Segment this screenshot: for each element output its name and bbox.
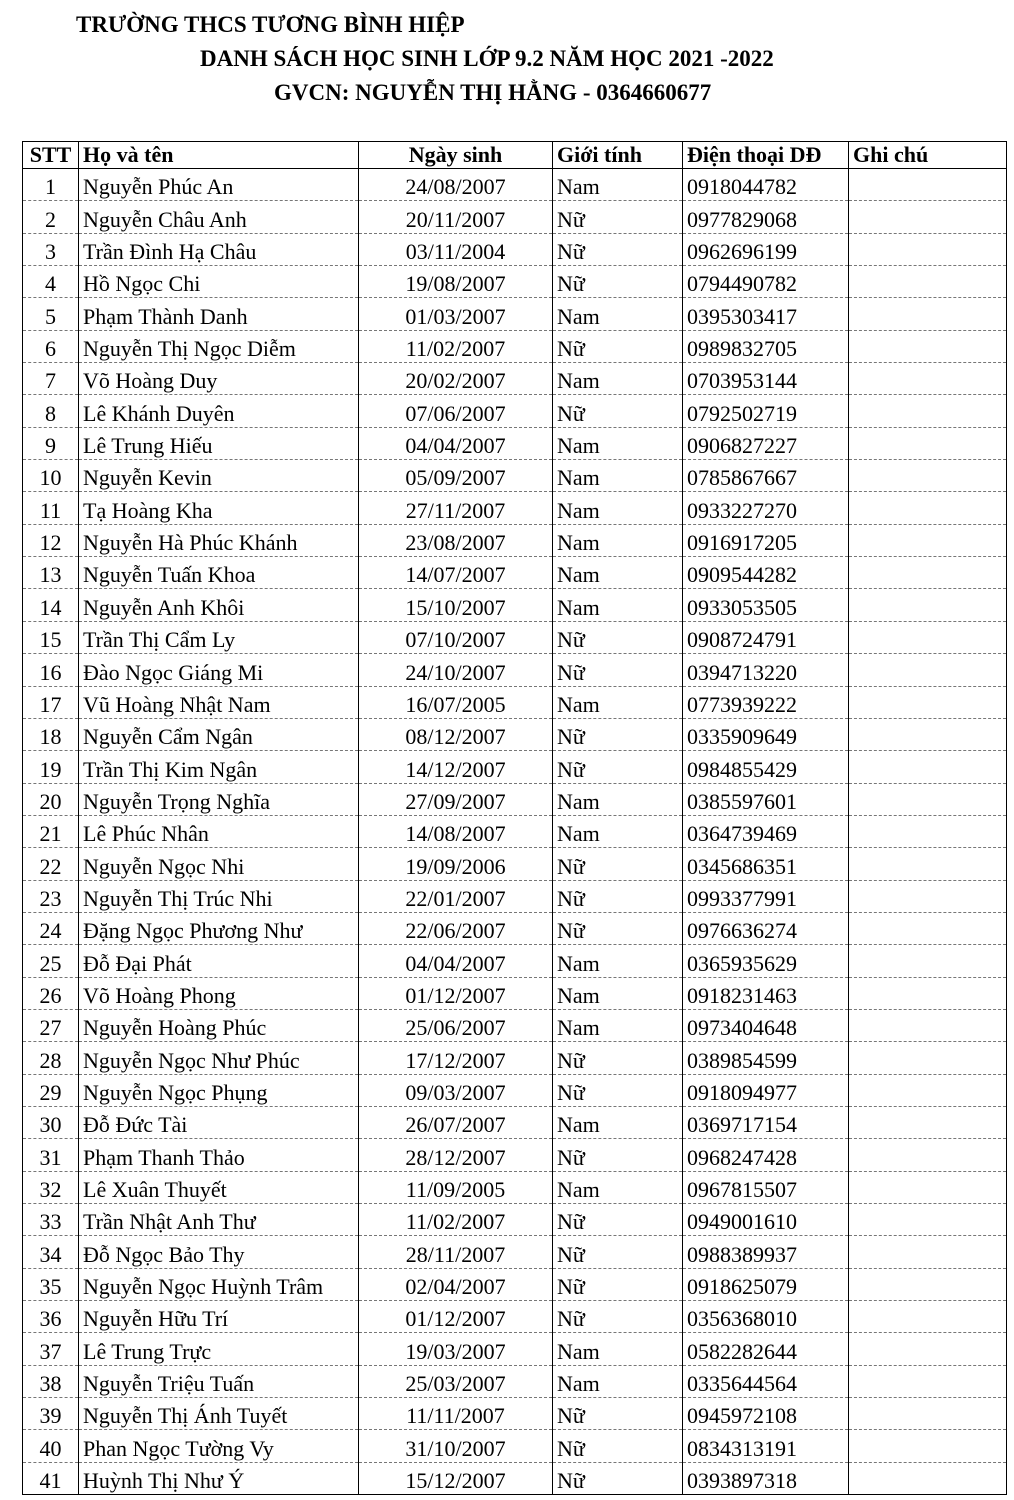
cell-note	[849, 557, 1007, 589]
cell-gender: Nam	[553, 783, 683, 815]
cell-gender: Nam	[553, 492, 683, 524]
table-row	[23, 1236, 1007, 1268]
table-row	[23, 1462, 1007, 1494]
cell-phone: 0977829068	[683, 201, 849, 233]
cell-dob: 03/11/2004	[359, 233, 553, 265]
cell-dob: 19/09/2006	[359, 848, 553, 880]
cell-gender: Nam	[553, 298, 683, 330]
cell-stt: 26	[23, 977, 79, 1009]
cell-name: Đỗ Đại Phát	[79, 945, 359, 977]
cell-note	[849, 977, 1007, 1009]
cell-note	[849, 201, 1007, 233]
table-row	[23, 1009, 1007, 1041]
cell-dob: 28/12/2007	[359, 1139, 553, 1171]
cell-stt: 9	[23, 427, 79, 459]
cell-dob: 19/08/2007	[359, 266, 553, 298]
cell-note	[849, 1204, 1007, 1236]
cell-dob: 31/10/2007	[359, 1430, 553, 1462]
table-row	[23, 912, 1007, 944]
cell-stt: 32	[23, 1171, 79, 1203]
cell-phone: 0918094977	[683, 1074, 849, 1106]
cell-name: Lê Phúc Nhân	[79, 815, 359, 847]
cell-name: Nguyễn Châu Anh	[79, 201, 359, 233]
cell-stt: 1	[23, 169, 79, 201]
cell-dob: 23/08/2007	[359, 524, 553, 556]
cell-note	[849, 589, 1007, 621]
table-row	[23, 298, 1007, 330]
cell-stt: 7	[23, 363, 79, 395]
cell-phone: 0949001610	[683, 1204, 849, 1236]
cell-dob: 19/03/2007	[359, 1333, 553, 1365]
cell-gender: Nữ	[553, 395, 683, 427]
cell-name: Nguyễn Tuấn Khoa	[79, 557, 359, 589]
cell-note	[849, 654, 1007, 686]
cell-note	[849, 330, 1007, 362]
cell-name: Đỗ Ngọc Bảo Thy	[79, 1236, 359, 1268]
table-row	[23, 686, 1007, 718]
cell-name: Phan Ngọc Tường Vy	[79, 1430, 359, 1462]
table-row	[23, 169, 1007, 201]
cell-gender: Nam	[553, 427, 683, 459]
cell-note	[849, 912, 1007, 944]
cell-note	[849, 718, 1007, 750]
cell-phone: 0918625079	[683, 1268, 849, 1300]
table-row	[23, 1106, 1007, 1138]
cell-phone: 0834313191	[683, 1430, 849, 1462]
cell-note	[849, 1430, 1007, 1462]
cell-phone: 0933227270	[683, 492, 849, 524]
cell-stt: 8	[23, 395, 79, 427]
table-row	[23, 977, 1007, 1009]
cell-phone: 0394713220	[683, 654, 849, 686]
cell-name: Nguyễn Triệu Tuấn	[79, 1365, 359, 1397]
cell-stt: 3	[23, 233, 79, 265]
cell-gender: Nam	[553, 460, 683, 492]
cell-gender: Nam	[553, 557, 683, 589]
cell-name: Nguyễn Cẩm Ngân	[79, 718, 359, 750]
table-row	[23, 1301, 1007, 1333]
cell-note	[849, 815, 1007, 847]
table-row	[23, 1074, 1007, 1106]
cell-phone: 0773939222	[683, 686, 849, 718]
cell-phone: 0792502719	[683, 395, 849, 427]
cell-dob: 27/09/2007	[359, 783, 553, 815]
cell-dob: 11/02/2007	[359, 1204, 553, 1236]
cell-stt: 25	[23, 945, 79, 977]
cell-name: Lê Trung Hiếu	[79, 427, 359, 459]
col-header-note: Ghi chú	[849, 142, 1007, 169]
cell-dob: 11/09/2005	[359, 1171, 553, 1203]
cell-note	[849, 233, 1007, 265]
table-row	[23, 1268, 1007, 1300]
table-row	[23, 1171, 1007, 1203]
table-row	[23, 233, 1007, 265]
cell-name: Nguyễn Ngọc Như Phúc	[79, 1042, 359, 1074]
cell-stt: 13	[23, 557, 79, 589]
cell-gender: Nam	[553, 1009, 683, 1041]
cell-phone: 0356368010	[683, 1301, 849, 1333]
cell-note	[849, 1268, 1007, 1300]
cell-note	[849, 1074, 1007, 1106]
cell-stt: 23	[23, 880, 79, 912]
cell-name: Nguyễn Thị Ánh Tuyết	[79, 1398, 359, 1430]
cell-stt: 19	[23, 751, 79, 783]
cell-name: Nguyễn Ngọc Huỳnh Trâm	[79, 1268, 359, 1300]
col-header-stt: STT	[23, 142, 79, 169]
cell-phone: 0389854599	[683, 1042, 849, 1074]
cell-name: Nguyễn Thị Trúc Nhi	[79, 880, 359, 912]
cell-dob: 01/12/2007	[359, 1301, 553, 1333]
table-row	[23, 1204, 1007, 1236]
cell-dob: 02/04/2007	[359, 1268, 553, 1300]
cell-gender: Nữ	[553, 654, 683, 686]
cell-name: Nguyễn Kevin	[79, 460, 359, 492]
cell-stt: 4	[23, 266, 79, 298]
cell-dob: 22/06/2007	[359, 912, 553, 944]
cell-name: Tạ Hoàng Kha	[79, 492, 359, 524]
cell-note	[849, 1301, 1007, 1333]
cell-stt: 21	[23, 815, 79, 847]
cell-phone: 0933053505	[683, 589, 849, 621]
cell-stt: 30	[23, 1106, 79, 1138]
cell-dob: 22/01/2007	[359, 880, 553, 912]
cell-phone: 0976636274	[683, 912, 849, 944]
cell-stt: 27	[23, 1009, 79, 1041]
cell-note	[849, 1333, 1007, 1365]
cell-phone: 0908724791	[683, 621, 849, 653]
table-row	[23, 1430, 1007, 1462]
cell-dob: 07/10/2007	[359, 621, 553, 653]
cell-note	[849, 1365, 1007, 1397]
cell-stt: 11	[23, 492, 79, 524]
cell-gender: Nam	[553, 1106, 683, 1138]
cell-stt: 35	[23, 1268, 79, 1300]
cell-dob: 15/12/2007	[359, 1462, 553, 1494]
cell-stt: 5	[23, 298, 79, 330]
table-row	[23, 1139, 1007, 1171]
cell-dob: 09/03/2007	[359, 1074, 553, 1106]
cell-phone: 0365935629	[683, 945, 849, 977]
cell-dob: 26/07/2007	[359, 1106, 553, 1138]
cell-dob: 05/09/2007	[359, 460, 553, 492]
cell-stt: 16	[23, 654, 79, 686]
cell-dob: 17/12/2007	[359, 1042, 553, 1074]
cell-gender: Nam	[553, 686, 683, 718]
cell-note	[849, 621, 1007, 653]
table-row	[23, 718, 1007, 750]
cell-name: Đào Ngọc Giáng Mi	[79, 654, 359, 686]
table-row	[23, 1398, 1007, 1430]
cell-gender: Nữ	[553, 912, 683, 944]
cell-phone: 0988389937	[683, 1236, 849, 1268]
cell-gender: Nữ	[553, 1301, 683, 1333]
cell-dob: 14/12/2007	[359, 751, 553, 783]
cell-dob: 14/08/2007	[359, 815, 553, 847]
cell-note	[849, 363, 1007, 395]
cell-phone: 0385597601	[683, 783, 849, 815]
cell-stt: 38	[23, 1365, 79, 1397]
cell-note	[849, 169, 1007, 201]
cell-stt: 31	[23, 1139, 79, 1171]
cell-name: Võ Hoàng Duy	[79, 363, 359, 395]
cell-phone: 0582282644	[683, 1333, 849, 1365]
document-title: DANH SÁCH HỌC SINH LỚP 9.2 NĂM HỌC 2021 -2022	[200, 46, 774, 71]
cell-note	[849, 427, 1007, 459]
student-table	[22, 141, 1007, 1495]
cell-name: Phạm Thành Danh	[79, 298, 359, 330]
cell-phone: 0906827227	[683, 427, 849, 459]
cell-stt: 29	[23, 1074, 79, 1106]
table-row	[23, 880, 1007, 912]
cell-name: Trần Đình Hạ Châu	[79, 233, 359, 265]
cell-note	[849, 751, 1007, 783]
cell-note	[849, 1106, 1007, 1138]
cell-gender: Nam	[553, 589, 683, 621]
cell-name: Hồ Ngọc Chi	[79, 266, 359, 298]
cell-name: Nguyễn Hữu Trí	[79, 1301, 359, 1333]
cell-stt: 14	[23, 589, 79, 621]
cell-stt: 39	[23, 1398, 79, 1430]
table-row	[23, 395, 1007, 427]
cell-gender: Nữ	[553, 718, 683, 750]
cell-gender: Nữ	[553, 201, 683, 233]
cell-dob: 20/02/2007	[359, 363, 553, 395]
cell-phone: 0369717154	[683, 1106, 849, 1138]
table-row	[23, 654, 1007, 686]
cell-phone: 0989832705	[683, 330, 849, 362]
cell-gender: Nữ	[553, 266, 683, 298]
cell-gender: Nữ	[553, 1042, 683, 1074]
cell-phone: 0794490782	[683, 266, 849, 298]
cell-name: Đặng Ngọc Phương Như	[79, 912, 359, 944]
cell-phone: 0393897318	[683, 1462, 849, 1494]
cell-stt: 2	[23, 201, 79, 233]
col-header-dob: Ngày sinh	[359, 142, 553, 169]
cell-dob: 25/06/2007	[359, 1009, 553, 1041]
cell-gender: Nữ	[553, 880, 683, 912]
table-row	[23, 427, 1007, 459]
cell-name: Nguyễn Ngọc Phụng	[79, 1074, 359, 1106]
cell-stt: 12	[23, 524, 79, 556]
cell-phone: 0945972108	[683, 1398, 849, 1430]
table-header-row	[23, 142, 1007, 169]
cell-phone: 0335644564	[683, 1365, 849, 1397]
cell-phone: 0916917205	[683, 524, 849, 556]
cell-gender: Nam	[553, 815, 683, 847]
cell-stt: 36	[23, 1301, 79, 1333]
cell-dob: 11/02/2007	[359, 330, 553, 362]
cell-name: Trần Nhật Anh Thư	[79, 1204, 359, 1236]
cell-phone: 0973404648	[683, 1009, 849, 1041]
cell-dob: 28/11/2007	[359, 1236, 553, 1268]
table-row	[23, 848, 1007, 880]
cell-dob: 15/10/2007	[359, 589, 553, 621]
cell-gender: Nữ	[553, 1074, 683, 1106]
cell-phone: 0345686351	[683, 848, 849, 880]
cell-gender: Nam	[553, 977, 683, 1009]
cell-name: Nguyễn Phúc An	[79, 169, 359, 201]
cell-gender: Nam	[553, 1333, 683, 1365]
cell-note	[849, 1009, 1007, 1041]
cell-phone: 0918231463	[683, 977, 849, 1009]
cell-stt: 33	[23, 1204, 79, 1236]
cell-dob: 24/08/2007	[359, 169, 553, 201]
cell-gender: Nữ	[553, 1398, 683, 1430]
col-header-gender: Giới tính	[553, 142, 683, 169]
cell-phone: 0703953144	[683, 363, 849, 395]
cell-gender: Nữ	[553, 621, 683, 653]
cell-phone: 0968247428	[683, 1139, 849, 1171]
cell-name: Nguyễn Anh Khôi	[79, 589, 359, 621]
homeroom-teacher: GVCN: NGUYỄN THỊ HẰNG - 0364660677	[274, 80, 712, 105]
cell-note	[849, 848, 1007, 880]
cell-name: Nguyễn Hà Phúc Khánh	[79, 524, 359, 556]
cell-name: Nguyễn Trọng Nghĩa	[79, 783, 359, 815]
cell-gender: Nữ	[553, 1204, 683, 1236]
cell-stt: 41	[23, 1462, 79, 1494]
cell-phone: 0335909649	[683, 718, 849, 750]
cell-gender: Nữ	[553, 1430, 683, 1462]
cell-gender: Nữ	[553, 233, 683, 265]
cell-stt: 22	[23, 848, 79, 880]
table-row	[23, 815, 1007, 847]
cell-phone: 0984855429	[683, 751, 849, 783]
cell-phone: 0918044782	[683, 169, 849, 201]
cell-note	[849, 395, 1007, 427]
cell-note	[849, 686, 1007, 718]
cell-dob: 20/11/2007	[359, 201, 553, 233]
cell-gender: Nam	[553, 1365, 683, 1397]
table-row	[23, 201, 1007, 233]
cell-note	[849, 1042, 1007, 1074]
table-row	[23, 492, 1007, 524]
col-header-phone: Điện thoại DĐ	[683, 142, 849, 169]
table-row	[23, 783, 1007, 815]
table-row	[23, 621, 1007, 653]
table-row	[23, 945, 1007, 977]
cell-name: Nguyễn Hoàng Phúc	[79, 1009, 359, 1041]
cell-dob: 25/03/2007	[359, 1365, 553, 1397]
cell-note	[849, 460, 1007, 492]
cell-stt: 17	[23, 686, 79, 718]
cell-name: Đỗ Đức Tài	[79, 1106, 359, 1138]
cell-dob: 14/07/2007	[359, 557, 553, 589]
cell-note	[849, 1236, 1007, 1268]
cell-gender: Nữ	[553, 751, 683, 783]
col-header-name: Họ và tên	[79, 142, 359, 169]
cell-name: Lê Xuân Thuyết	[79, 1171, 359, 1203]
cell-stt: 24	[23, 912, 79, 944]
cell-dob: 16/07/2005	[359, 686, 553, 718]
cell-dob: 27/11/2007	[359, 492, 553, 524]
cell-stt: 6	[23, 330, 79, 362]
cell-stt: 18	[23, 718, 79, 750]
cell-note	[849, 266, 1007, 298]
cell-gender: Nam	[553, 524, 683, 556]
table-row	[23, 1042, 1007, 1074]
cell-phone: 0909544282	[683, 557, 849, 589]
cell-gender: Nữ	[553, 1268, 683, 1300]
cell-dob: 07/06/2007	[359, 395, 553, 427]
cell-dob: 08/12/2007	[359, 718, 553, 750]
cell-note	[849, 1462, 1007, 1494]
cell-stt: 40	[23, 1430, 79, 1462]
cell-stt: 28	[23, 1042, 79, 1074]
cell-phone: 0993377991	[683, 880, 849, 912]
cell-stt: 37	[23, 1333, 79, 1365]
cell-dob: 01/12/2007	[359, 977, 553, 1009]
cell-name: Võ Hoàng Phong	[79, 977, 359, 1009]
table-row	[23, 1365, 1007, 1397]
cell-dob: 04/04/2007	[359, 945, 553, 977]
cell-note	[849, 524, 1007, 556]
school-name: TRƯỜNG THCS TƯƠNG BÌNH HIỆP	[76, 12, 465, 37]
cell-stt: 20	[23, 783, 79, 815]
table-row	[23, 557, 1007, 589]
cell-phone: 0364739469	[683, 815, 849, 847]
cell-gender: Nam	[553, 363, 683, 395]
cell-dob: 04/04/2007	[359, 427, 553, 459]
cell-note	[849, 1139, 1007, 1171]
cell-dob: 01/03/2007	[359, 298, 553, 330]
cell-stt: 34	[23, 1236, 79, 1268]
cell-name: Trần Thị Cẩm Ly	[79, 621, 359, 653]
cell-note	[849, 880, 1007, 912]
cell-phone: 0962696199	[683, 233, 849, 265]
cell-phone: 0967815507	[683, 1171, 849, 1203]
cell-gender: Nữ	[553, 330, 683, 362]
cell-stt: 15	[23, 621, 79, 653]
cell-gender: Nam	[553, 945, 683, 977]
cell-name: Lê Trung Trực	[79, 1333, 359, 1365]
cell-stt: 10	[23, 460, 79, 492]
cell-note	[849, 1398, 1007, 1430]
cell-gender: Nam	[553, 1171, 683, 1203]
cell-dob: 11/11/2007	[359, 1398, 553, 1430]
cell-gender: Nữ	[553, 848, 683, 880]
cell-gender: Nữ	[553, 1139, 683, 1171]
cell-note	[849, 298, 1007, 330]
table-row	[23, 363, 1007, 395]
cell-gender: Nam	[553, 169, 683, 201]
table-row	[23, 589, 1007, 621]
cell-phone: 0395303417	[683, 298, 849, 330]
table-row	[23, 460, 1007, 492]
cell-note	[849, 492, 1007, 524]
cell-note	[849, 945, 1007, 977]
table-row	[23, 1333, 1007, 1365]
cell-note	[849, 783, 1007, 815]
cell-note	[849, 1171, 1007, 1203]
cell-name: Huỳnh Thị Như Ý	[79, 1462, 359, 1494]
cell-gender: Nữ	[553, 1462, 683, 1494]
cell-dob: 24/10/2007	[359, 654, 553, 686]
cell-gender: Nữ	[553, 1236, 683, 1268]
cell-name: Nguyễn Thị Ngọc Diễm	[79, 330, 359, 362]
table-row	[23, 751, 1007, 783]
cell-name: Lê Khánh Duyên	[79, 395, 359, 427]
cell-name: Phạm Thanh Thảo	[79, 1139, 359, 1171]
table-row	[23, 266, 1007, 298]
cell-phone: 0785867667	[683, 460, 849, 492]
table-row	[23, 330, 1007, 362]
table-row	[23, 524, 1007, 556]
cell-name: Nguyễn Ngọc Nhi	[79, 848, 359, 880]
cell-name: Vũ Hoàng Nhật Nam	[79, 686, 359, 718]
cell-name: Trần Thị Kim Ngân	[79, 751, 359, 783]
